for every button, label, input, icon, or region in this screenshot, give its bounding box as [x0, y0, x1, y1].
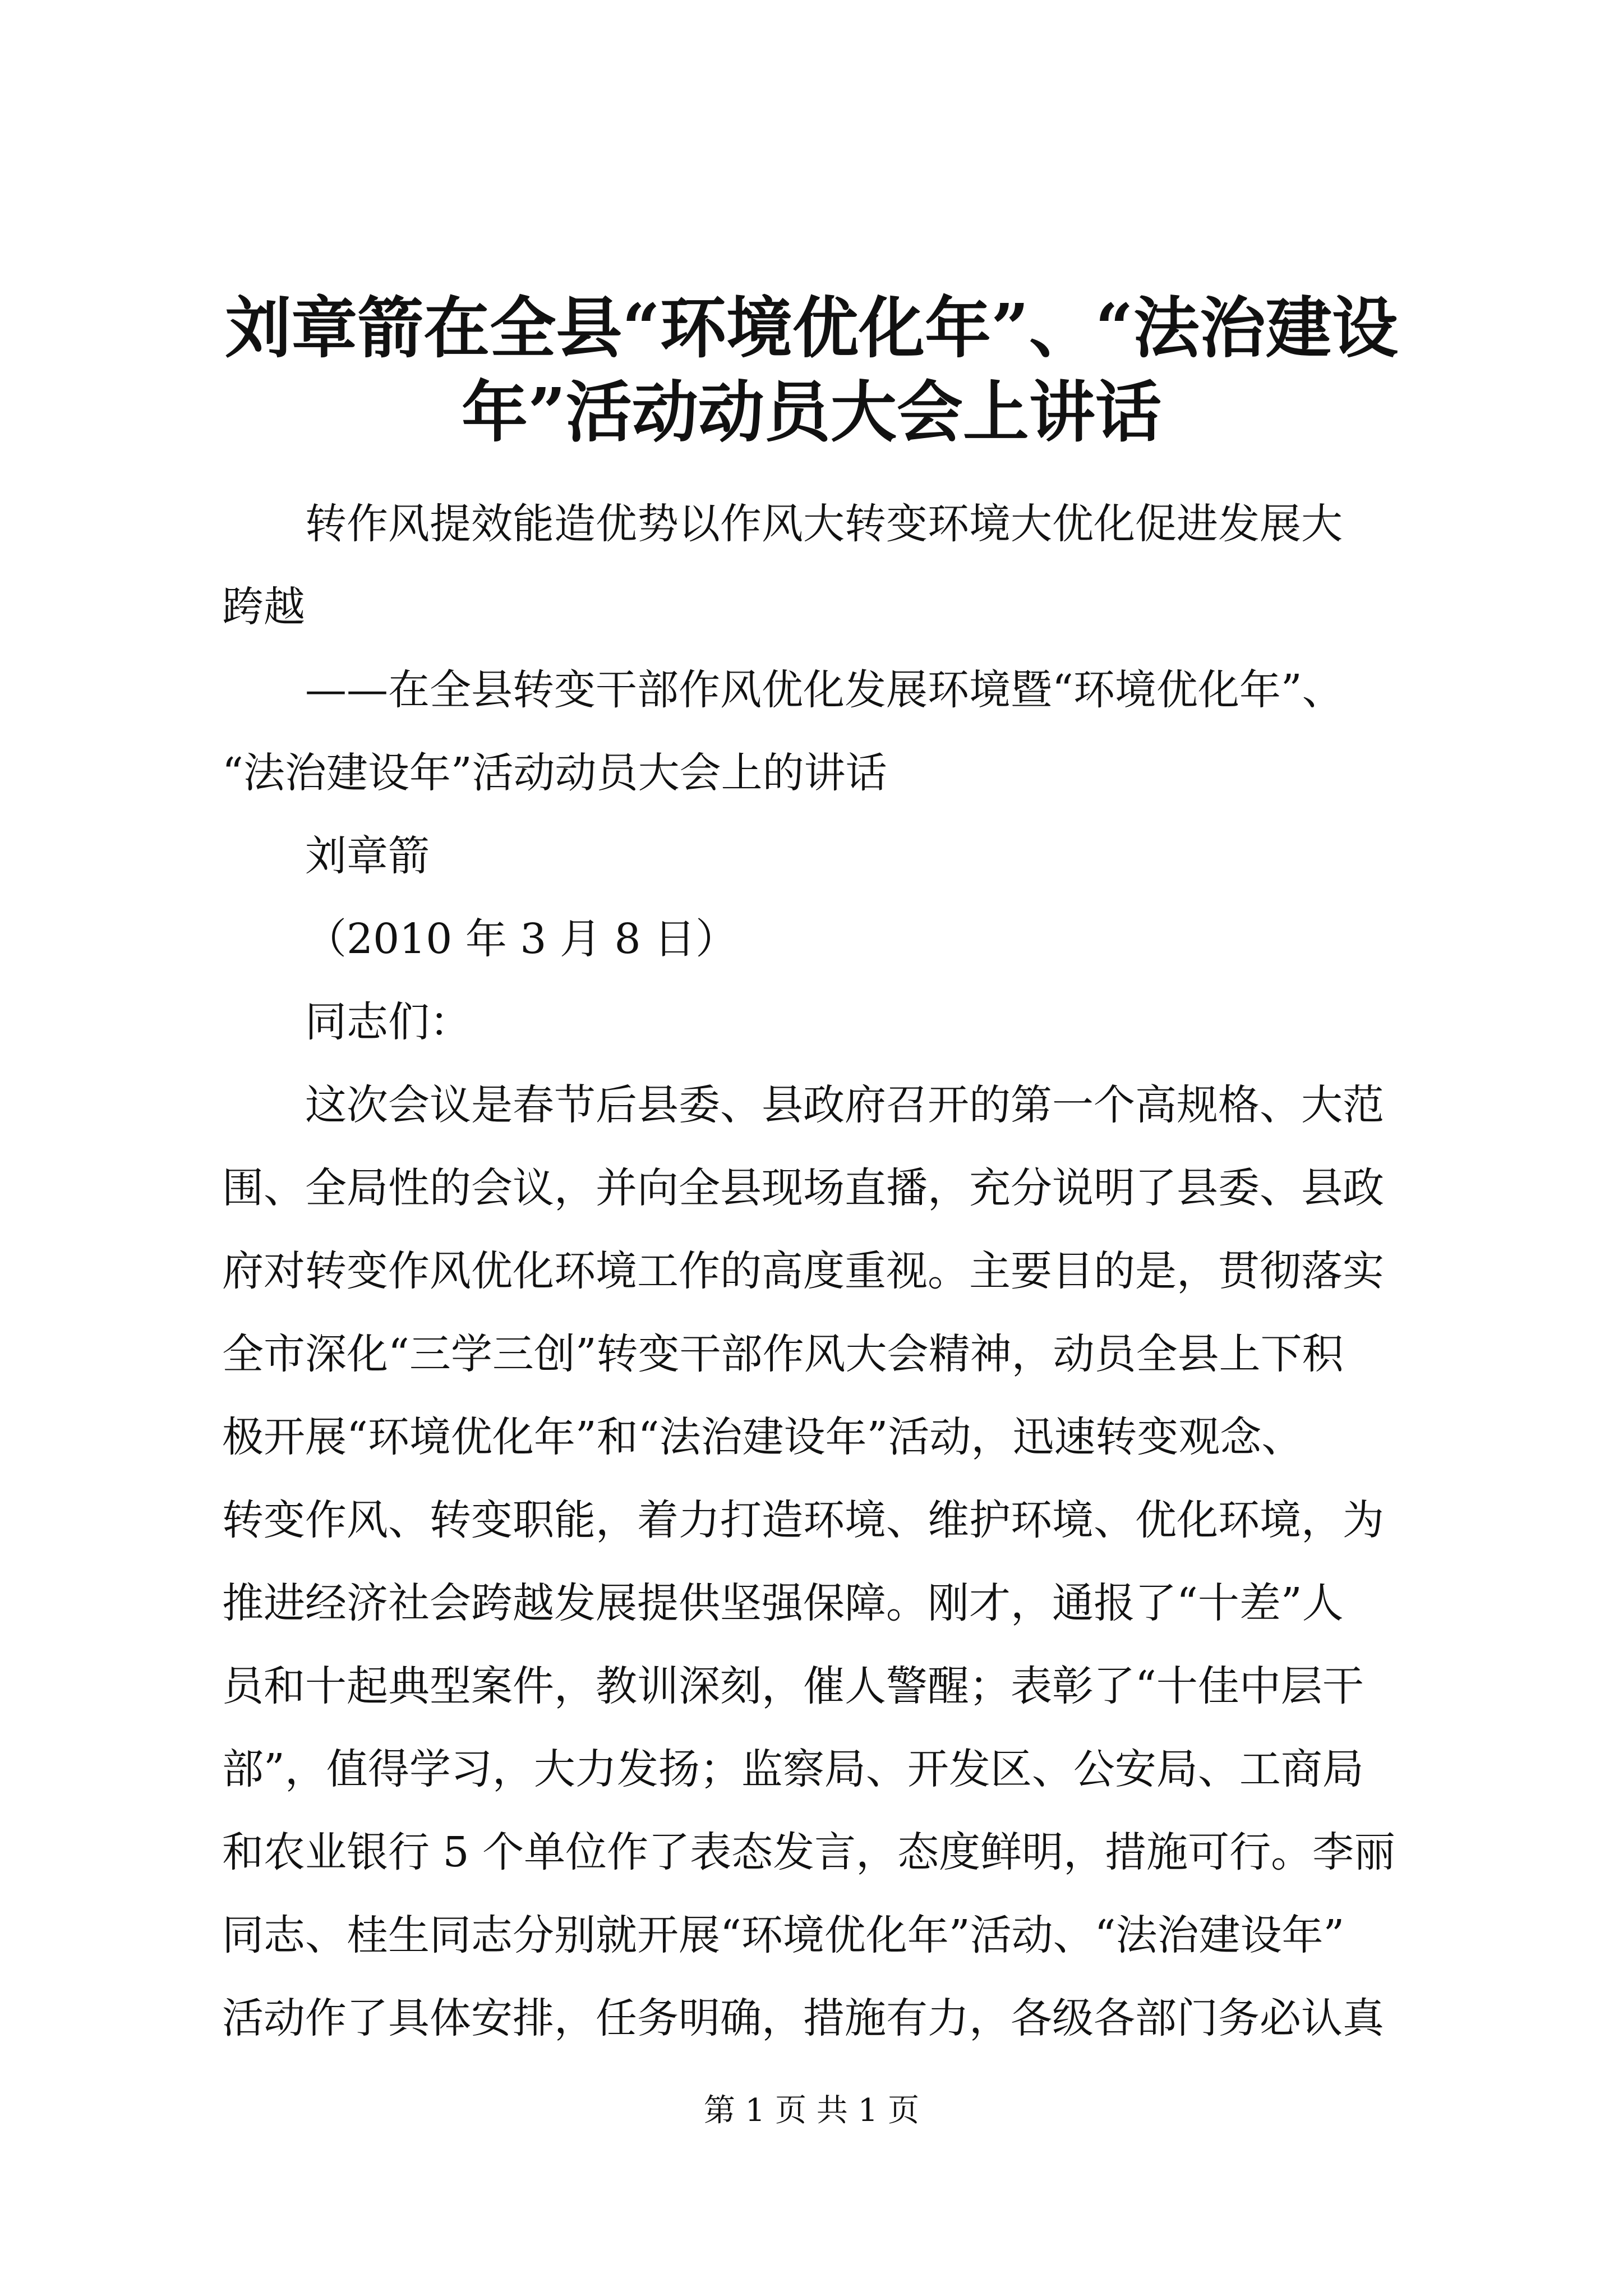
paragraph-line: 全市深化“三学三创”转变干部作风大会精神，动员全县上下积: [222, 1330, 1344, 1378]
speech-paragraph: [222, 1064, 1433, 2060]
paragraph-line: 活动作了具体安排，任务明确，措施有力，各级各部门务必认真: [222, 1994, 1384, 2042]
paragraph-line: 转变作风、转变职能，着力打造环境、维护环境、优化环境，为: [222, 1496, 1384, 1544]
paragraph-line: 部”，值得学习，大力发扬；监察局、开发区、公安局、工商局: [222, 1745, 1364, 1793]
subtitle-line-2: 跨越: [222, 583, 305, 631]
subheading-line-2: “法治建设年”活动动员大会上的讲话: [222, 749, 887, 797]
document-body: [222, 482, 1433, 2060]
page-footer: 第 1 页 共 1 页: [703, 2092, 920, 2129]
document-title-line-2: 年”活动动员大会上讲话: [462, 373, 1161, 451]
paragraph-line: 围、全局性的会议，并向全县现场直播，充分说明了县委、县政: [222, 1164, 1384, 1212]
speech-date: （2010 年 3 月 8 日）: [305, 915, 737, 963]
subheading-line-1: ——在全县转变干部作风优化发展环境暨“环境优化年”、: [305, 666, 1344, 714]
document-title-line-1: 刘章箭在全县“环境优化年”、“法治建设: [225, 289, 1398, 367]
paragraph-line: 极开展“环境优化年”和“法治建设年”活动，迅速转变观念、: [222, 1413, 1303, 1461]
paragraph-line: 员和十起典型案件，教训深刻，催人警醒；表彰了“十佳中层干: [222, 1662, 1364, 1710]
author-name: 刘章箭: [305, 832, 430, 880]
paragraph-line: 同志、桂生同志分别就开展“环境优化年”活动、“法治建设年”: [222, 1911, 1345, 1959]
salutation: 同志们：: [305, 998, 471, 1046]
paragraph-line: 推进经济社会跨越发展提供坚强保障。刚才，通报了“十差”人: [222, 1579, 1344, 1627]
paragraph-line: 和农业银行 5 个单位作了表态发言，态度鲜明，措施可行。李丽: [222, 1828, 1396, 1876]
paragraph-line: 这次会议是春节后县委、县政府召开的第一个高规格、大范: [305, 1081, 1384, 1129]
subtitle-line-1: 转作风提效能造优势以作风大转变环境大优化促进发展大: [305, 500, 1343, 548]
paragraph-line: 府对转变作风优化环境工作的高度重视。主要目的是，贯彻落实: [222, 1247, 1384, 1295]
